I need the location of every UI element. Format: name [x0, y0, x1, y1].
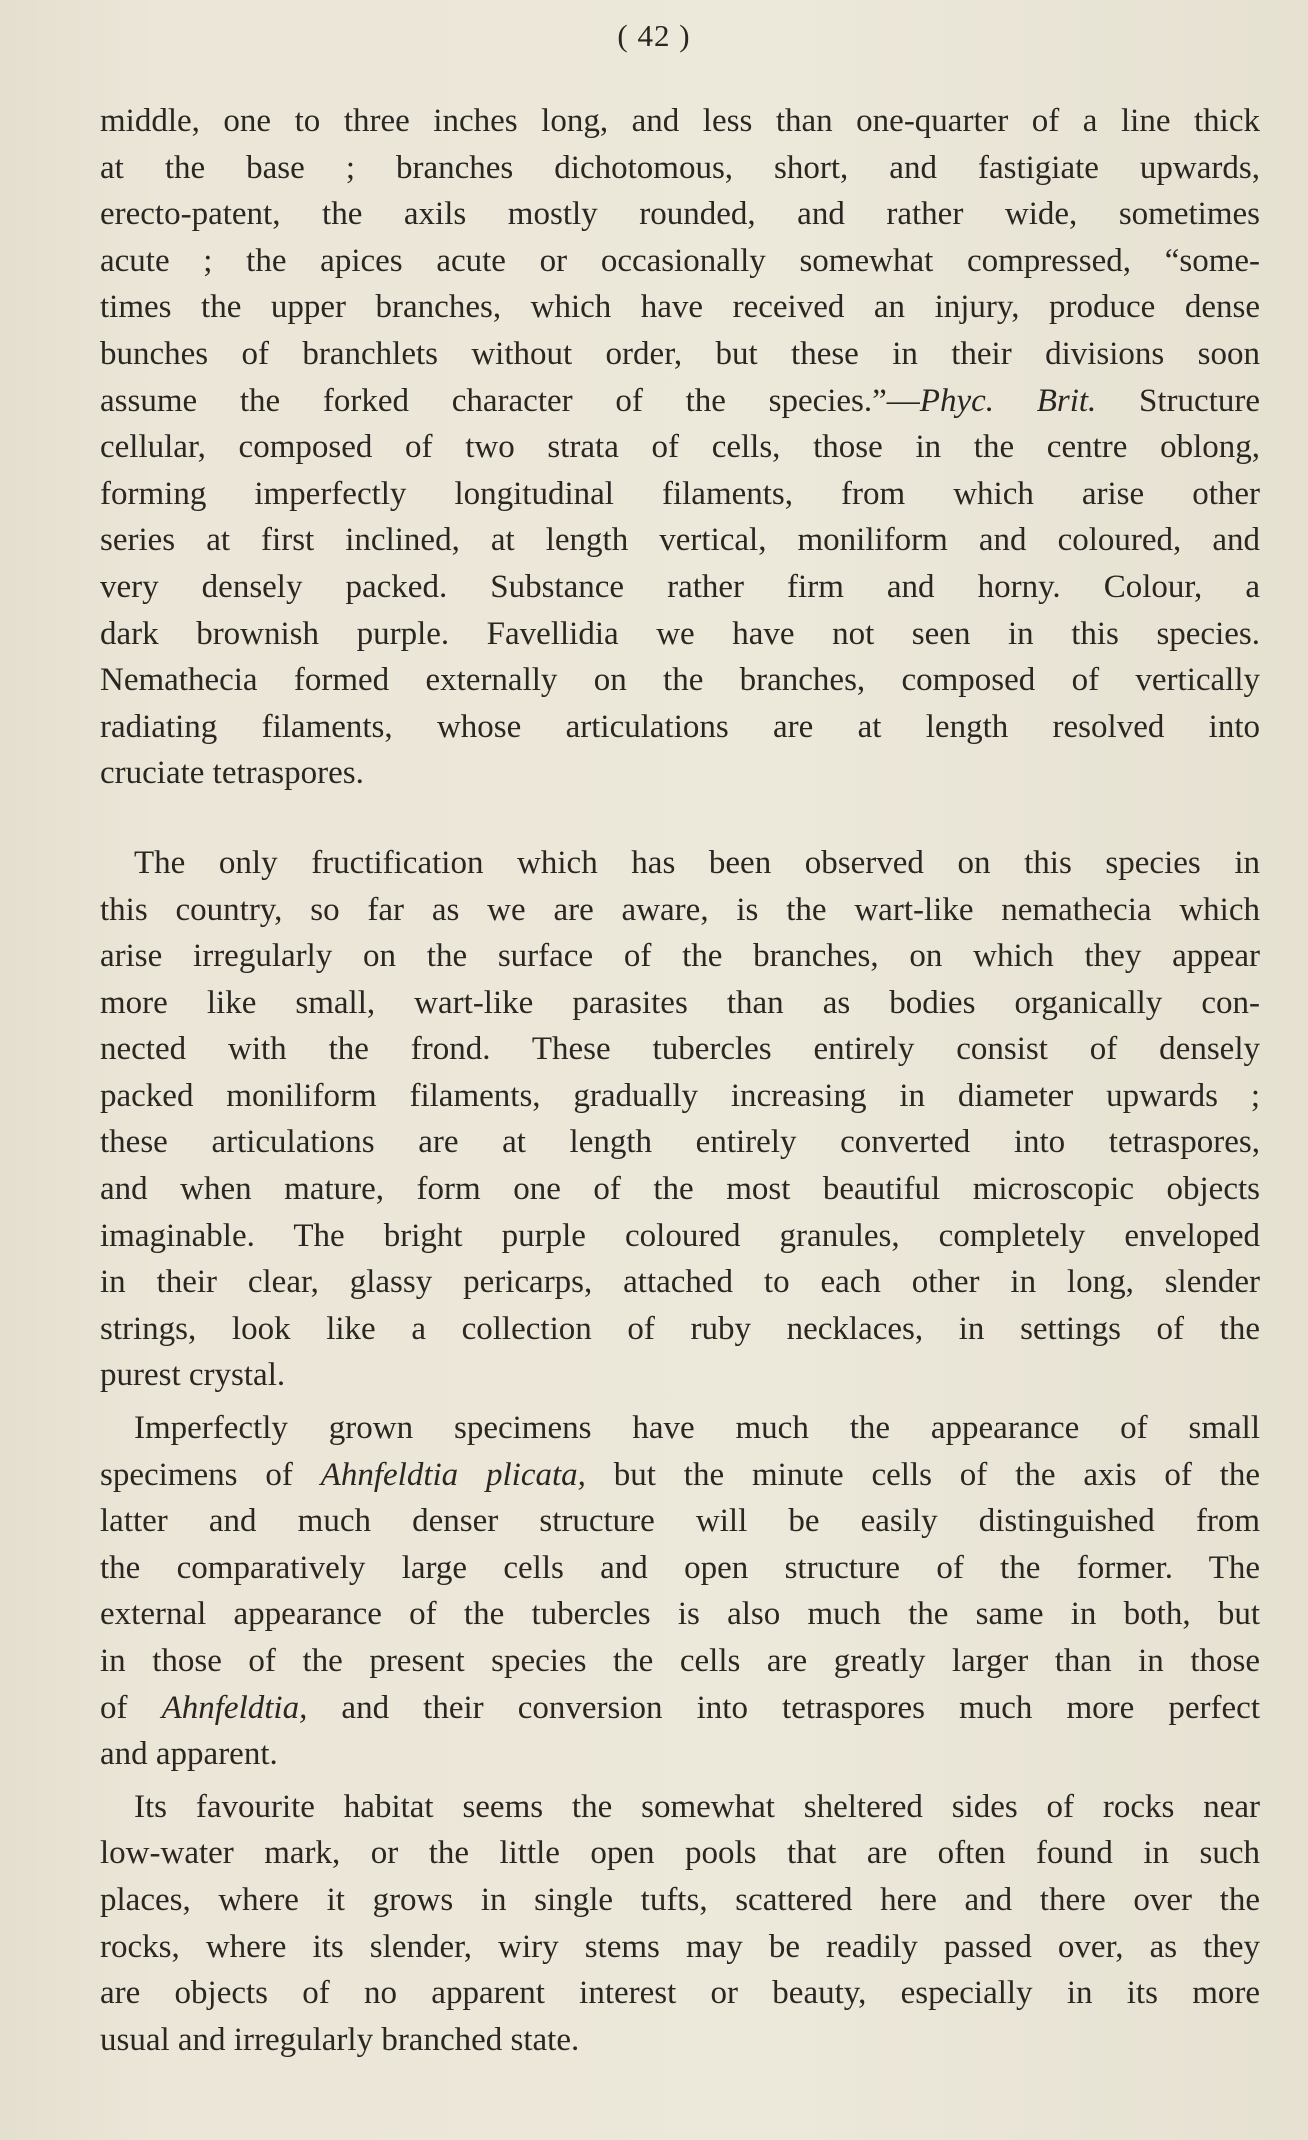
text-line: more like small, wart-like parasites than as bodies organically con- [100, 984, 1260, 1021]
text-line: times the upper branches, which have received an injury, produce dense [100, 289, 1260, 326]
text-line [100, 378, 1260, 425]
text-fragment: but the minute cells of the axis of the [585, 1456, 1260, 1493]
text-line: packed moniliform filaments, gradually increasing in diameter upwards ; [100, 1077, 1260, 1114]
page-number: ( 42 ) [617, 18, 691, 53]
text-line: Imperfectly grown specimens have much the appearance of small [134, 1410, 1260, 1447]
text-line: bunches of branchlets without order, but these in their divisions soon [100, 335, 1260, 372]
text-line: and when mature, form one of the most beautiful microscopic objects [100, 1171, 1260, 1208]
paragraph-3 [100, 1405, 1260, 1778]
text-line: these articulations are at length entirely converted into tetraspores, [100, 1124, 1260, 1161]
text-line: imaginable. The bright purple coloured granules, completely enveloped [100, 1217, 1260, 1254]
text-line: are objects of no apparent interest or beauty, especially in its more [100, 1975, 1260, 2012]
text-line: acute ; the apices acute or occasionally somewhat compressed, “some- [100, 242, 1260, 279]
text-line: middle, one to three inches long, and less than one-quarter of a line thick [100, 103, 1260, 139]
text-line [100, 1452, 1260, 1499]
paragraph-2 [100, 840, 1260, 1399]
text-fragment: assume the forked character of the species.”— [100, 382, 920, 419]
text-line: rocks, where its slender, wiry stems may be readily passed over, as they [100, 1928, 1260, 1965]
text-line: series at first inclined, at length vertical, moniliform and coloured, and [100, 522, 1260, 559]
text-line: strings, look like a collection of ruby necklaces, in settings of the [100, 1310, 1260, 1347]
text-line: Its favourite habitat seems the somewhat sheltered sides of rocks near [134, 1788, 1260, 1825]
text-fragment: Structure [1096, 382, 1260, 419]
text-line: arise irregularly on the surface of the branches, on which they appear [100, 938, 1260, 975]
paragraph-4 [100, 1784, 1260, 2064]
italic-genus-name: Ahnfeldtia, [161, 1689, 308, 1726]
text-line: cruciate tetraspores. [100, 755, 364, 792]
text-line: low-water mark, or the little open pools that are often found in such [100, 1835, 1260, 1872]
text-line: and apparent. [100, 1736, 278, 1773]
text-line: external appearance of the tubercles is also much the same in both, but [100, 1596, 1260, 1633]
italic-species-name: Ahnfeldtia plicata, [320, 1456, 586, 1493]
text-line: nected with the frond. These tubercles entirely consist of densely [100, 1031, 1260, 1068]
text-line: latter and much denser structure will be easily distinguished from [100, 1503, 1260, 1540]
text-line: purest crystal. [100, 1357, 286, 1394]
body-text [100, 98, 1260, 2063]
text-line: this country, so far as we are aware, is the wart-like nemathecia which [100, 891, 1260, 928]
text-line: in their clear, glassy pericarps, attached to each other in long, slender [100, 1264, 1260, 1301]
text-line: the comparatively large cells and open structure of the former. The [100, 1549, 1260, 1586]
text-line: very densely packed. Substance rather firm and horny. Colour, a [100, 568, 1260, 605]
text-line: forming imperfectly longitudinal filaments, from which arise other [100, 475, 1260, 512]
text-fragment: specimens of [100, 1456, 321, 1493]
text-line: usual and irregularly branched state. [100, 2021, 580, 2058]
text-fragment: and their conversion into tetraspores much more perfect [307, 1689, 1260, 1726]
italic-reference: Phyc. Brit. [919, 382, 1097, 419]
text-line: in those of the present species the cells are greatly larger than in those [100, 1643, 1260, 1679]
text-line: radiating filaments, whose articulations are at length resolved into [100, 708, 1260, 745]
text-line [100, 1685, 1260, 1732]
text-line: erecto-patent, the axils mostly rounded, and rather wide, sometimes [100, 196, 1260, 233]
text-line: cellular, composed of two strata of cells, those in the centre oblong, [100, 429, 1260, 466]
text-line: Nemathecia formed externally on the branches, composed of vertically [100, 662, 1260, 699]
text-line: at the base ; branches dichotomous, short, and fastigiate upwards, [100, 149, 1260, 186]
text-line: places, where it grows in single tufts, scattered here and there over the [100, 1881, 1260, 1918]
paragraph-1 [100, 98, 1260, 797]
text-line: dark brownish purple. Favellidia we have not seen in this species. [100, 615, 1260, 652]
text-fragment: of [100, 1689, 162, 1726]
text-line: The only fructification which has been observed on this species in [134, 844, 1260, 881]
